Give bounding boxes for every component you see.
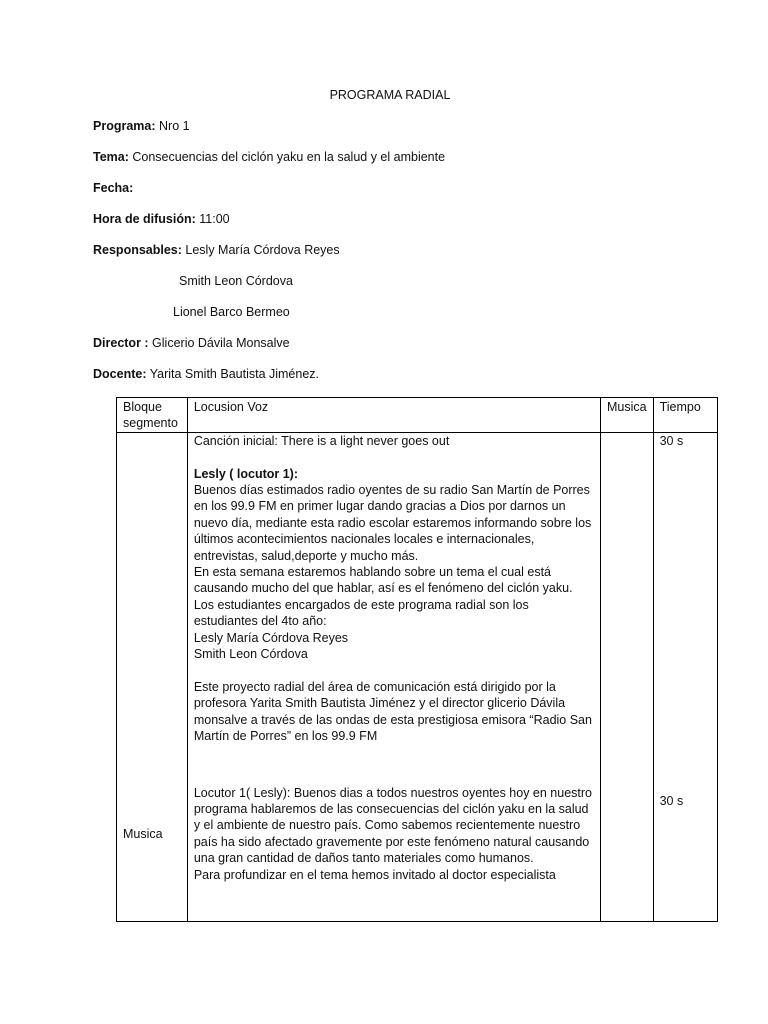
director-label: Director : xyxy=(93,336,149,350)
docente-line xyxy=(93,367,319,381)
header-tiempo: Tiempo xyxy=(653,398,717,433)
cell-bloque xyxy=(117,432,188,921)
table-row xyxy=(117,432,718,921)
locutor-heading: Lesly ( locutor 1): xyxy=(193,466,299,481)
paragraph: Los estudiantes encargados de este programa radial son los estudiantes del 4to año: xyxy=(193,597,529,629)
header-musica: Musica xyxy=(601,398,654,433)
document-title: PROGRAMA RADIAL xyxy=(329,88,451,102)
tiempo-value: 30 s xyxy=(659,433,684,448)
programa-line xyxy=(93,119,190,133)
responsables-label: Responsables: xyxy=(93,243,182,257)
tema-value: Consecuencias del ciclón yaku en la salud y el ambiente xyxy=(128,150,446,164)
tema-line xyxy=(93,150,445,164)
responsable-name: Lesly María Córdova Reyes xyxy=(185,243,340,257)
student-name: Smith Leon Córdova xyxy=(193,647,308,662)
bloque-label: Musica xyxy=(123,826,163,841)
fecha-label: Fecha: xyxy=(93,181,134,195)
docente-label: Docente: xyxy=(93,367,147,381)
responsables-line xyxy=(93,243,340,257)
cell-locucion xyxy=(187,432,600,921)
responsable-name: Lionel Barco Bermeo xyxy=(173,305,290,319)
table-header-row xyxy=(117,398,718,433)
paragraph: Para profundizar en el tema hemos invitado al doctor especialista xyxy=(193,867,556,882)
tema-label: Tema: xyxy=(93,150,129,164)
docente-value: Yarita Smith Bautista Jiménez. xyxy=(146,367,320,381)
cell-musica xyxy=(601,432,654,921)
paragraph: Buenos días estimados radio oyentes de su radio San Martín de Porres en los 99.9 FM en primer lugar dando gracias a Dios por darnos un nuevo día, mediante esta radio escolar estaremos informando sobre los últimos acontecimientos nacionales locales e internacionales, entrevistas, salud,deporte y mucho más. xyxy=(193,483,592,563)
hora-value: 11:00 xyxy=(195,212,230,226)
tiempo-value: 30 s xyxy=(659,794,684,809)
paragraph: Este proyecto radial del área de comunicación está dirigido por la profesora Yarita Smith Bautista Jiménez y el director glicerio Dávila monsalve a través de las ondas de esta prestigiosa emisora “Radio San Martín de Porres” en los 99.9 FM xyxy=(193,679,592,744)
hora-label: Hora de difusión: xyxy=(93,212,196,226)
student-name: Lesly María Córdova Reyes xyxy=(193,630,349,645)
responsable-name: Smith Leon Córdova xyxy=(179,274,293,288)
cell-tiempo xyxy=(653,432,717,921)
hora-line xyxy=(93,212,230,226)
programa-value: Nro 1 xyxy=(155,119,190,133)
cancion-inicial: Canción inicial: There is a light never goes out xyxy=(193,433,450,448)
program-table xyxy=(116,397,718,922)
header-locucion: Locusion Voz xyxy=(187,398,600,433)
programa-label: Programa: xyxy=(93,119,156,133)
paragraph: En esta semana estaremos hablando sobre un tema el cual está causando mucho del que hablar, así es el fenómeno del ciclón yaku. xyxy=(193,565,573,596)
paragraph: Locutor 1( Lesly): Buenos dias a todos nuestros oyentes hoy en nuestro programa hablaremos de las consecuencias del ciclón yaku en la salud y el ambiente de nuestro país. Como sabemos recientemente nuestro país ha sido afectado gravemente por este fenómeno natural causando una gran cantidad de daños tanto materiales como humanos. xyxy=(193,785,592,866)
header-bloque: Bloque segmento xyxy=(117,398,188,433)
director-value: Glicerio Dávila Monsalve xyxy=(148,336,290,350)
fecha-line xyxy=(93,181,133,195)
director-line xyxy=(93,336,290,350)
